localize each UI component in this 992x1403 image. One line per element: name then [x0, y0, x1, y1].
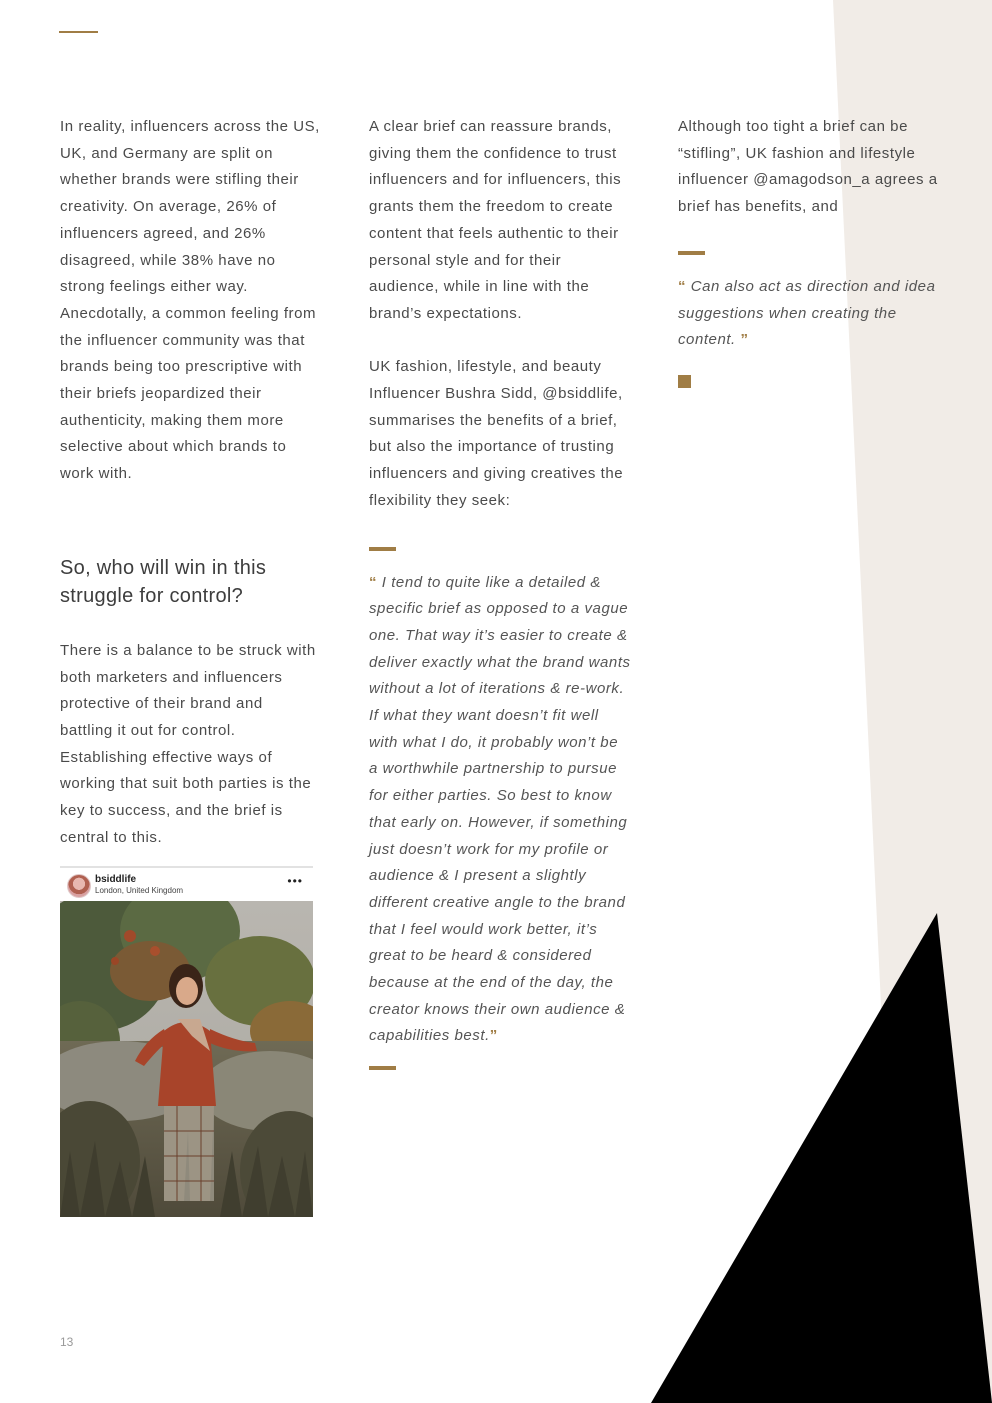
quote-open-mark: “ [369, 573, 378, 591]
column-1 [60, 114, 320, 851]
bushra-quote-text: I tend to quite like a detailed & specific brief as opposed to a vague one. That way it’s easier to create & deliver exactly what the brand wants without a lot of iterations & re-work. If what they want doesn’t fit well with what I do, it probably won’t be a worthwhile partnership to pursue for either parties. So best to know that early on. However, if something just doesn’t work for my profile or audience & I present a slightly different creative angle to the brand that I feel would work better, it’s great to be heard & considered because at the end of the day, the creator knows their own audience & capabilities best. [369, 573, 631, 1045]
column-2 [369, 114, 631, 1070]
amagodson-quote-text: Can also act as direction and idea suggestions when creating the content. [678, 277, 936, 349]
quote-rule-bottom [369, 1066, 396, 1070]
instagram-username: bsiddlife [95, 874, 137, 885]
bushra-quote [369, 570, 631, 1051]
instagram-location: London, United Kingdom [95, 886, 184, 895]
quote-rule-top-col3 [678, 251, 705, 255]
balance-paragraph: There is a balance to be struck with both marketers and influencers protective of their brand and battling it out for control. Establishing effective ways of working that suit both parties is the key to success, and the brief is central to this. [60, 641, 316, 846]
black-triangle [651, 913, 992, 1403]
brief-reassurance-paragraph: A clear brief can reassure brands, giving them the confidence to trust influencers and for influencers, this grants them the freedom to create content that feels authentic to their personal style and for their audience, while in line with the brand’s expectations. [369, 118, 622, 322]
column-3 [678, 114, 940, 388]
top-accent-rule [59, 31, 98, 33]
page-number: 13 [60, 1335, 74, 1349]
accent-square [678, 375, 691, 388]
quote-rule-top [369, 547, 396, 551]
more-horizontal-icon: ••• [287, 874, 303, 888]
amagodson-paragraph: Although too tight a brief can be “stifling”, UK fashion and lifestyle influencer @amagodson_a agrees a brief has benefits, and [678, 118, 938, 216]
quote-close-mark-col3: ” [740, 331, 749, 349]
quote-open-mark-col3: “ [678, 277, 687, 295]
quote-close-mark: ” [489, 1027, 498, 1045]
amagodson-quote [678, 274, 940, 354]
instagram-post [60, 866, 313, 1219]
intro-paragraph: In reality, influencers across the US, UK, and Germany are split on whether brands were stifling their creativity. On average, 26% of influencers agreed, and 26% disagreed, while 38% have no strong feelings either way. Anecdotally, a common feeling from the influencer community was that brands being too prescriptive with their briefs jeopardized their authenticity, making them more selective about which brands to work with. [60, 118, 320, 483]
instagram-post-header [60, 868, 313, 901]
section-heading: So, who will win in this struggle for control? [60, 556, 267, 607]
avatar [67, 874, 91, 898]
instagram-photo [60, 901, 313, 1217]
bushra-intro-paragraph: UK fashion, lifestyle, and beauty Influencer Bushra Sidd, @bsiddlife, summarises the benefits of a brief, but also the importance of trusting influencers and giving creatives the flexibility they seek: [369, 358, 624, 509]
